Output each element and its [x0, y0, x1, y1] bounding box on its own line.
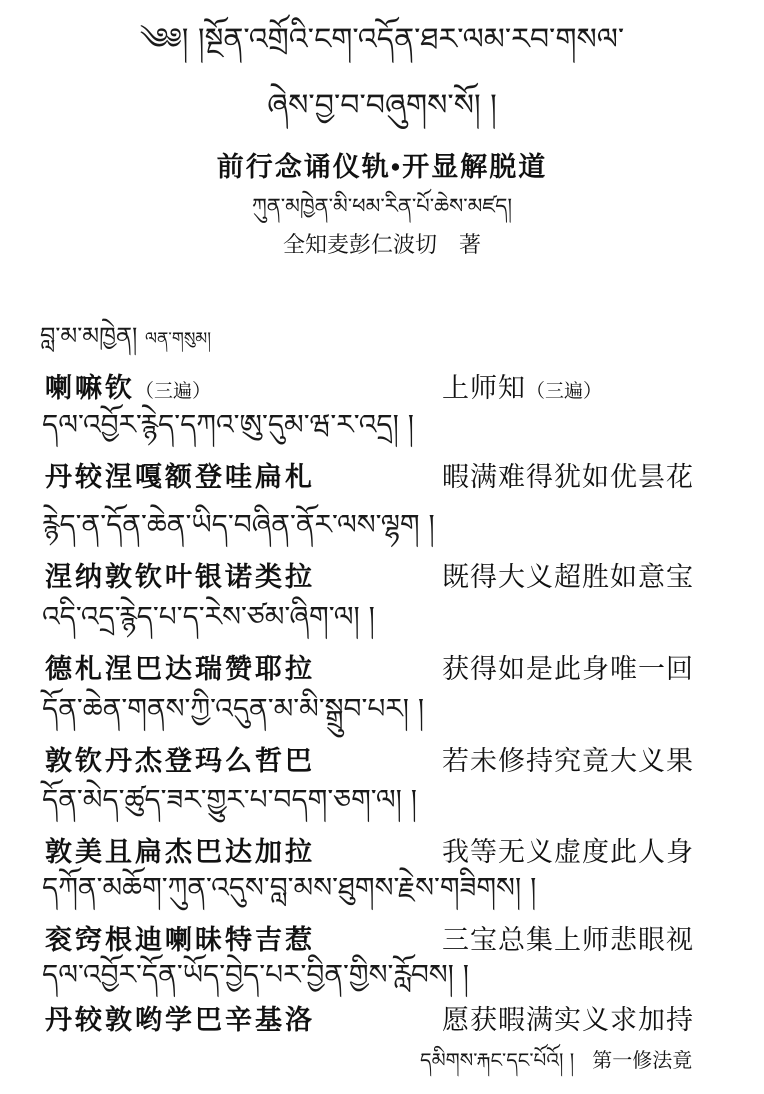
section-heading-tibetan: བླ་མ་མཁྱེན།: [40, 322, 138, 350]
translation-note: （三遍）: [526, 381, 603, 402]
verse-translation: 暇满难得犹如优昙花: [442, 462, 694, 492]
verse-phonetic: 丹较涅嘎额登哇扁札: [45, 462, 315, 492]
tibetan-title-line-1: ༄༅། །སྔོན་འགྲོའི་ངག་འདོན་ཐར་ལམ་རབ་གསལ་: [139, 22, 625, 57]
verse-tibetan: འདི་འདྲ་རྙེད་པ་ད་རེས་ཙམ་ཞིག་ལ། །: [42, 600, 375, 633]
phonetic-text: 喇嘛钦: [45, 373, 135, 403]
verse-translation: 我等无义虚度此人身: [442, 837, 694, 867]
section-heading-note: ལན་གསུམ།: [144, 329, 211, 349]
verse-phonetic: 德札涅巴达瑞赞耶拉: [45, 654, 315, 684]
phonetic-note: （三遍）: [135, 381, 212, 402]
verse-phonetic: 丹较敦哟学巴辛基洛: [45, 1005, 315, 1035]
verse-translation: 若未修持究竟大义果: [442, 746, 694, 776]
chinese-author: 全知麦彭仁波切 著: [282, 232, 481, 257]
verse-tibetan: དལ་འབྱོར་རྙེད་དཀའ་ཨུ་དུམ་ཝ་ར་འདྲ། །: [42, 408, 414, 441]
verse-tibetan: དལ་འབྱོར་དོན་ཡོད་བྱེད་པར་བྱིན་གྱིས་རློབས། །: [42, 958, 469, 991]
verse-phonetic: 涅纳敦钦叶银诺类拉: [45, 562, 315, 592]
footer-chinese: 第一修法竟: [592, 1050, 693, 1072]
chinese-title: 前行念诵仪轨•开显解脱道: [216, 152, 548, 182]
verse-translation: 获得如是此身唯一回: [442, 654, 694, 684]
tibetan-author: ཀུན་མཁྱེན་མི་ཕམ་རིན་པོ་ཆེས་མཛད།: [251, 194, 513, 218]
verse-tibetan: དཀོན་མཆོག་ཀུན་འདུས་བླ་མས་ཐུགས་རྗེས་གཟིགས། །: [42, 871, 537, 904]
verse-tibetan: དོན་ཆེན་གནས་ཀྱི་འདུན་མ་མི་སྒྲུབ་པར། །: [42, 692, 425, 725]
verse-phonetic: 敦钦丹杰登玛么哲巴: [45, 746, 315, 776]
verse-translation: 三宝总集上师悲眼视: [442, 925, 694, 955]
verse-tibetan: དོན་མེད་ཚུད་ཟར་གྱུར་པ་བདག་ཅག་ལ། །: [42, 783, 417, 816]
footer-tibetan: དམིགས་རྐང་དང་པོའོ། །: [420, 1048, 575, 1072]
tibetan-title-line-2: ཞེས་བྱ་བ་བཞུགས་སོ། །: [267, 88, 497, 123]
section-footer: [420, 1038, 692, 1094]
verse-tibetan: རྙེད་ན་དོན་ཆེན་ཡིད་བཞིན་ནོར་ལས་ལྷག །: [42, 508, 435, 541]
verse-translation: 愿获暇满实义求加持: [442, 1005, 694, 1035]
verse-phonetic: 衮窍根迪喇昧特吉惹: [45, 925, 315, 955]
translation-text: 上师知: [442, 373, 526, 403]
verse-translation: 既得大义超胜如意宝: [442, 562, 694, 592]
verse-phonetic: 敦美且扁杰巴达加拉: [45, 837, 315, 867]
